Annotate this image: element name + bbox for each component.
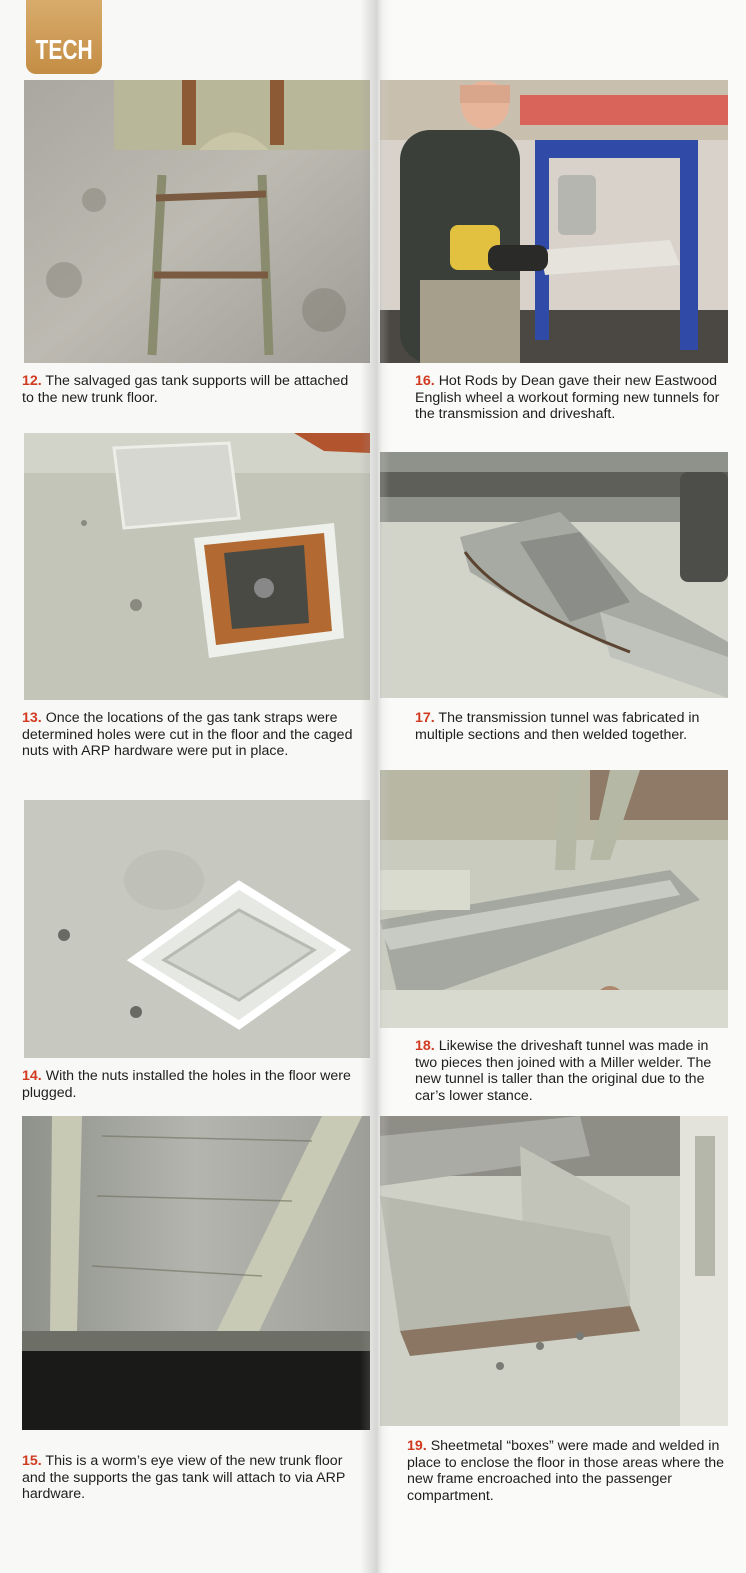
caption-text: Hot Rods by Dean gave their new Eastwood English wheel a workout forming new tunnels for the transmission and driveshaft. [415, 373, 720, 423]
caption-number: 19. [407, 1438, 427, 1454]
caption-text: Likewise the driveshaft tunnel was made in two pieces then joined with a Miller welder. The new tunnel is taller than the original due to the car’s lower stance. [415, 1038, 712, 1104]
photo-transmission-tunnel [380, 452, 728, 698]
caption-18 [415, 1038, 730, 1104]
caption-number: 18. [415, 1038, 435, 1054]
caption-number: 14. [22, 1068, 42, 1084]
caption-16 [415, 373, 725, 423]
caption-text: The salvaged gas tank supports will be attached to the new trunk floor. [22, 373, 349, 406]
caption-15 [22, 1453, 352, 1503]
caption-number: 16. [415, 373, 435, 389]
caption-13 [22, 710, 362, 760]
section-tab [26, 0, 102, 74]
caption-text: The transmission tunnel was fabricated in multiple sections and then welded together. [415, 710, 700, 743]
caption-text: Once the locations of the gas tank straps were determined holes were cut in the floor and the caged nuts with ARP hardware were put in place. [22, 710, 353, 760]
photo-plugged-holes [24, 800, 370, 1058]
caption-number: 12. [22, 373, 42, 389]
caption-text: With the nuts installed the holes in the floor were plugged. [22, 1068, 351, 1101]
caption-number: 13. [22, 710, 42, 726]
caption-text: Sheetmetal “boxes” were made and welded in place to enclose the floor in those areas where the new frame encroached into the passenger compartment. [407, 1438, 725, 1504]
photo-english-wheel [380, 80, 728, 363]
caption-number: 17. [415, 710, 435, 726]
section-tab-label: TECH [35, 34, 93, 65]
photo-caged-nut-hole [24, 433, 370, 700]
caption-17 [415, 710, 730, 743]
photo-driveshaft-tunnel [380, 770, 728, 1028]
photo-trunk-floor-underside [22, 1116, 370, 1430]
photo-gas-tank-supports [24, 80, 370, 363]
caption-19 [407, 1438, 729, 1504]
caption-number: 15. [22, 1453, 42, 1469]
caption-12 [22, 373, 362, 406]
caption-text: This is a worm’s eye view of the new trunk floor and the supports the gas tank will attach to via ARP hardware. [22, 1453, 346, 1503]
caption-14 [22, 1068, 362, 1101]
photo-sheetmetal-boxes [380, 1116, 728, 1426]
